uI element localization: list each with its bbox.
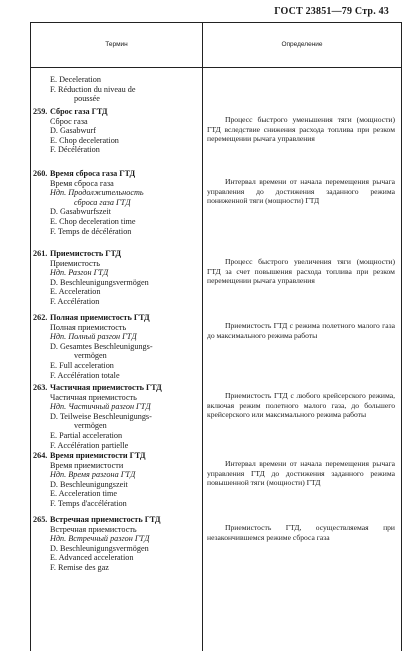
definition-text: Интервал времени от начала перемещения рычага управления ГТД до достижения заданного режима повышенной тяги (мощности) ГТД <box>207 459 395 488</box>
term-text: poussée <box>74 94 100 104</box>
term-line <box>33 107 200 117</box>
definition-text: Приемистость ГТД, осуществляемая при незакончившемся режиме сброса газа <box>207 523 395 542</box>
definition-text: Процесс быстрого увеличения тяги (мощности) ГТД за счет повышения расхода топлива при резком перемещении рычага управления <box>207 257 395 286</box>
term-text: F. Décélération <box>50 145 100 155</box>
term-line <box>33 323 200 333</box>
term-text: E. Partial acceleration <box>50 430 123 440</box>
term-line <box>33 461 200 471</box>
term-line <box>33 402 200 412</box>
term-line <box>33 136 200 146</box>
term-text: Приемистость <box>50 258 100 268</box>
term-text: Ндп. Продолжительность <box>50 188 144 198</box>
term-line <box>33 393 200 403</box>
term-text: D. Beschleunigungsvermögen <box>50 543 149 553</box>
definition-text: Процесс быстрого уменьшения тяги (мощности) ГТД вследствие снижения расхода топлива при резком перемещении рычага управления <box>207 115 395 144</box>
term-text: Полная приемистость <box>50 322 127 332</box>
term-text: Ндп. Разгон ГТД <box>50 268 109 278</box>
term-text: D. Gasabwurfszeit <box>50 207 111 217</box>
definition <box>207 115 395 144</box>
definition-text: Приемистость ГТД с режима полетного малого газа до максимального режима работы <box>207 321 395 340</box>
term-text: F. Réduction du niveau de <box>50 84 136 94</box>
term-text: Приемистость ГТД <box>50 249 122 258</box>
term-line <box>33 470 200 480</box>
page-header: ГОСТ 23851—79 Стр. 43 <box>274 6 389 17</box>
term-text: E. Acceleration time <box>50 489 118 499</box>
term-text: Ндп. Встречный разгон ГТД <box>50 534 150 544</box>
term-text: F. Temps d'accélération <box>50 498 127 508</box>
term-line <box>33 198 200 208</box>
term-text: D. Gesamtes Beschleunigungs- <box>50 341 153 351</box>
term-text: Время приемистости <box>50 460 124 470</box>
term-line <box>33 553 200 563</box>
term-line <box>33 383 200 393</box>
term-line <box>33 207 200 217</box>
term-text: F. Accélération totale <box>50 370 120 380</box>
term-text: Время сброса газа <box>50 178 114 188</box>
definition-text: Интервал времени от начала перемещения рычага управления до достижения заданного режима пониженной тяги (мощности) ГТД <box>207 177 395 206</box>
term-text: Полная приемистость ГТД <box>50 313 150 322</box>
definition <box>207 523 395 542</box>
definition <box>207 391 395 420</box>
term-text: F. Accélération <box>50 296 100 306</box>
term-line <box>33 489 200 499</box>
entry-number: 260. <box>33 169 48 178</box>
term-text: Ндп. Полный разгон ГТД <box>50 332 137 342</box>
term-text: F. Remise des gaz <box>50 562 109 572</box>
term-line <box>33 297 200 307</box>
term-line <box>33 145 200 155</box>
term-text: E. Chop deceleration <box>50 135 119 145</box>
term-block <box>33 169 200 236</box>
term-block <box>33 515 200 573</box>
entry-number: 261. <box>33 249 48 258</box>
term-line <box>33 75 200 85</box>
term-text: D. Beschleunigungsvermögen <box>50 277 149 287</box>
term-line <box>33 441 200 451</box>
term-text: Ндп. Время разгона ГТД <box>50 470 136 480</box>
term-line <box>33 412 200 422</box>
term-line <box>33 188 200 198</box>
term-line <box>33 421 200 431</box>
term-line <box>33 563 200 573</box>
term-line <box>33 371 200 381</box>
term-text: Ндп. Частичный разгон ГТД <box>50 402 151 412</box>
table-header <box>31 23 401 68</box>
term-line <box>33 451 200 461</box>
term-block <box>33 313 200 380</box>
definition <box>207 257 395 286</box>
term-line <box>33 179 200 189</box>
term-block <box>33 249 200 307</box>
term-line <box>33 525 200 535</box>
term-line <box>33 169 200 179</box>
term-line <box>33 313 200 323</box>
term-block <box>33 75 200 104</box>
term-line <box>33 342 200 352</box>
term-text: Время сброса газа ГТД <box>50 169 136 178</box>
term-text: Сброс газа ГТД <box>50 107 108 116</box>
term-line <box>33 351 200 361</box>
term-text: Частичная приемистость <box>50 392 137 402</box>
entry-number: 264. <box>33 451 48 460</box>
term-line <box>33 117 200 127</box>
term-line <box>33 259 200 269</box>
term-line <box>33 94 200 104</box>
term-text: Встречная приемистость ГТД <box>50 515 161 524</box>
term-text: Встречная приемистость <box>50 524 137 534</box>
term-text: vermögen <box>74 421 107 431</box>
header-definition: Определение <box>281 41 323 48</box>
term-text: Частичная приемистость ГТД <box>50 383 162 392</box>
entry-number: 263. <box>33 383 48 392</box>
definition <box>207 321 395 340</box>
term-line <box>33 217 200 227</box>
term-text: F. Accélération partielle <box>50 440 129 450</box>
term-line <box>33 287 200 297</box>
term-line <box>33 278 200 288</box>
term-text: Время приемистости ГТД <box>50 451 146 460</box>
term-line <box>33 361 200 371</box>
definition <box>207 459 395 488</box>
term-block <box>33 107 200 155</box>
term-line <box>33 227 200 237</box>
term-line <box>33 544 200 554</box>
entry-number: 262. <box>33 313 48 322</box>
term-line <box>33 431 200 441</box>
term-text: сброса газа ГТД <box>74 197 131 207</box>
term-line <box>33 85 200 95</box>
term-line <box>33 126 200 136</box>
term-text: vermögen <box>74 351 107 361</box>
term-text: F. Temps de décélération <box>50 226 132 236</box>
terms-table <box>30 22 402 651</box>
column-divider <box>202 23 203 651</box>
term-text: E. Acceleration <box>50 287 101 297</box>
term-text: D. Beschleunigungszeit <box>50 479 128 489</box>
term-line <box>33 480 200 490</box>
term-text: E. Chop deceleration time <box>50 216 136 226</box>
term-line <box>33 534 200 544</box>
term-line <box>33 268 200 278</box>
definition <box>207 177 395 206</box>
term-line <box>33 332 200 342</box>
entry-number: 259. <box>33 107 48 116</box>
definition-text: Приемистость ГТД с любого крейсерского режима, включая режим полетного малого газа, до большего крейсерского или максимального режима работы <box>207 391 395 420</box>
entry-number: 265. <box>33 515 48 524</box>
term-text: E. Full acceleration <box>50 360 114 370</box>
header-term: Термин <box>105 41 128 48</box>
term-text: D. Gasabwurf <box>50 126 96 136</box>
term-line <box>33 499 200 509</box>
term-line <box>33 249 200 259</box>
term-text: E. Advanced acceleration <box>50 553 134 563</box>
term-text: Сброс газа <box>50 116 88 126</box>
term-block <box>33 383 200 450</box>
term-text: D. Teilweise Beschleunigungs- <box>50 411 152 421</box>
term-text: E. Deceleration <box>50 75 101 84</box>
term-line <box>33 515 200 525</box>
term-block <box>33 451 200 509</box>
